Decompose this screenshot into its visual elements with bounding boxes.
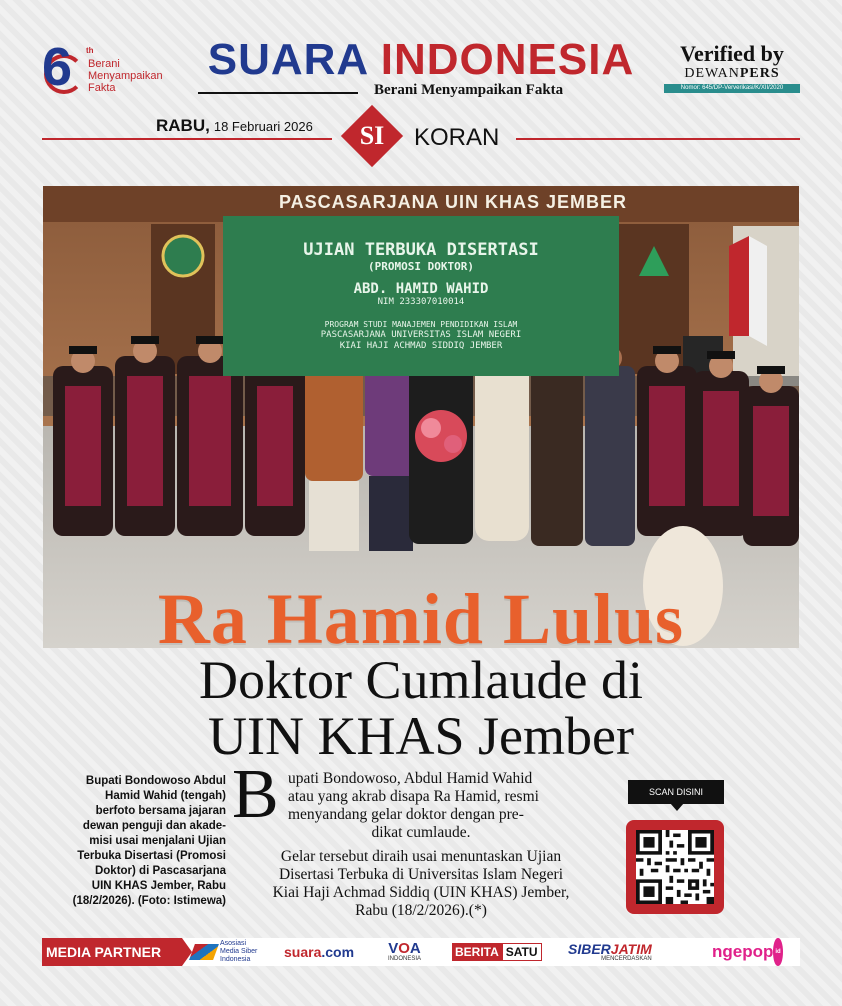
screen-program-2: PASCASARJANA UNIVERSITAS ISLAM NEGERI: [320, 330, 522, 340]
partner-voa[interactable]: [388, 938, 421, 966]
scan-pointer-icon: [670, 803, 684, 811]
partner-beritasatu[interactable]: [452, 938, 542, 966]
article-line: atau yang akrab disapa Ra Hamid, resmi: [288, 788, 539, 805]
verification-number: Nomor: 645/DP-Ververikasi/K/XII/2020: [664, 84, 800, 93]
tagline: Berani Menyampaikan Fakta: [374, 82, 564, 98]
qr-code-icon: [636, 830, 714, 904]
brand-part-1: SUARA: [207, 35, 368, 84]
anniversary-suffix: th: [86, 46, 94, 55]
caption-line: Hamid Wahid (tengah): [105, 790, 226, 802]
verified-title: Verified by: [680, 41, 784, 66]
article-line: Disertasi Terbuka di Universitas Islam Negeri: [278, 866, 563, 883]
headline-line-2: UIN KHAS Jember: [208, 706, 634, 766]
headline-line-1: Doktor Cumlaude di: [199, 650, 643, 710]
drop-cap: B: [232, 756, 279, 833]
partner-siberjatim[interactable]: [568, 938, 652, 966]
pop-text: pop: [742, 942, 774, 961]
caption-line: Doktor) di Pascasarjana: [94, 865, 226, 877]
right-red-rule: [516, 138, 800, 140]
article-body: [236, 770, 606, 920]
siber-jatim-text: [568, 942, 652, 956]
left-red-rule: [42, 138, 332, 140]
caption-line: misi usai menjalani Ujian: [89, 835, 226, 847]
id-badge: id: [773, 938, 782, 966]
day: RABU,: [156, 116, 210, 135]
article-line: Gelar tersebut diraih usai menuntaskan Ujian: [280, 848, 562, 865]
caption-line: dewan penguji dan akade-: [82, 820, 226, 832]
anniversary-text-1: Berani: [88, 58, 120, 70]
brand-name: [198, 36, 644, 84]
media-partner-bar: [42, 938, 800, 966]
partner-ngepop[interactable]: [712, 938, 783, 966]
screen-subtitle: (PROMOSI DOKTOR): [368, 260, 474, 273]
siber-text: SIBER: [568, 940, 611, 957]
caption-line: Bupati Bondowoso Abdul: [85, 775, 226, 787]
article-line: upati Bondowoso, Abdul Hamid Wahid: [288, 770, 533, 787]
verified-badge: [664, 42, 800, 93]
masthead-underline: [198, 92, 358, 94]
media-partner-label: MEDIA PARTNER: [42, 938, 182, 966]
caption-line: Terbuka Disertasi (Promosi: [77, 850, 226, 862]
anniversary-logo: [42, 37, 192, 100]
photo-caption: [36, 774, 226, 909]
article-line: dikat cumlaude.: [371, 824, 471, 841]
jatim-text: JATIM: [610, 940, 652, 957]
date: 18 Februari 2026: [213, 119, 313, 134]
amsi-line: Media Siber: [220, 948, 258, 955]
si-logo: [342, 110, 404, 166]
dateline: [156, 116, 313, 137]
si-text: SI: [359, 121, 385, 150]
article-line: Rabu (18/2/2026).(*): [355, 902, 487, 919]
siber-sub: MENCERDASKAN: [601, 955, 652, 962]
article-line: menyandang gelar doktor dengan pre-: [288, 806, 524, 823]
anniversary-text-3: Fakta: [88, 82, 116, 94]
screen-program-1: PROGRAM STUDI MANAJEMEN PENDIDIKAN ISLAM: [324, 320, 518, 329]
berita-text: BERITA: [452, 943, 502, 961]
caption-line: berfoto bersama jajaran: [95, 805, 226, 817]
anniversary-number: 6: [42, 37, 73, 97]
caption-line: (18/2/2026). (Foto: Istimewa): [72, 895, 226, 907]
dewan-text: DEWAN: [684, 66, 740, 81]
screen-title: UJIAN TERBUKA DISERTASI: [303, 240, 539, 260]
voa-v: V: [388, 940, 399, 957]
suara-text: suara: [284, 944, 322, 960]
partner-suara[interactable]: [284, 938, 354, 966]
nge-text: nge: [712, 942, 743, 961]
amsi-line: Asosiasi: [220, 940, 247, 947]
projection-screen: [223, 216, 619, 376]
qr-code[interactable]: [626, 820, 724, 914]
masthead: [198, 36, 644, 100]
amsi-line: Indonesia: [220, 956, 251, 963]
satu-text: SATU: [502, 943, 542, 961]
voa-o: O: [398, 940, 410, 957]
section-label: KORAN: [414, 124, 500, 151]
voa-a: A: [409, 940, 421, 957]
dewan-pers: [664, 66, 800, 82]
suara-domain: .com: [321, 944, 355, 960]
venue-banner: PASCASARJANA UIN KHAS JEMBER: [278, 192, 628, 212]
brand-part-2: INDONESIA: [380, 35, 635, 84]
article-line: Kiai Haji Achmad Siddiq (UIN KHAS) Jember,: [272, 884, 570, 901]
voa-sub: INDONESIA: [388, 956, 422, 962]
screen-program-3: KIAI HAJI ACHMAD SIDDIQ JEMBER: [339, 341, 503, 351]
pers-text: PERS: [739, 66, 780, 81]
voa-text: [388, 941, 421, 956]
media-partner-arrow-icon: [182, 938, 192, 966]
partner-amsi[interactable]: [192, 938, 257, 966]
headline-kicker: Ra Hamid Lulus: [157, 579, 685, 659]
caption-line: UIN KHAS Jember, Rabu: [91, 880, 226, 892]
screen-name: ABD. HAMID WAHID: [353, 281, 489, 297]
anniversary-text-2: Menyampaikan: [88, 70, 163, 82]
amsi-logo-icon: [189, 944, 219, 960]
amsi-text: [220, 940, 257, 964]
scan-label: SCAN DISINI: [628, 780, 724, 804]
screen-nim: NIM 233307010014: [377, 297, 465, 307]
